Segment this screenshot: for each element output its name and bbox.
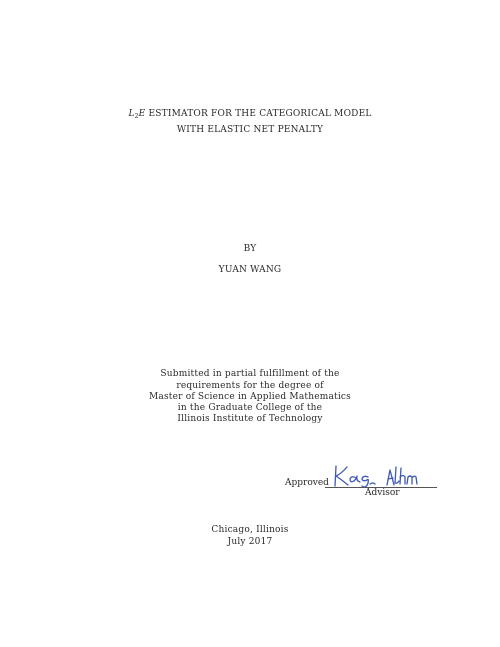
submission-line: requirements for the degree of	[176, 381, 324, 391]
by-label: BY	[243, 244, 257, 254]
title-math-l: L	[128, 109, 135, 119]
title-line-1-text: ESTIMATOR FOR THE CATEGORICAL MODEL	[145, 109, 372, 119]
approval-block	[285, 462, 445, 502]
submission-line: Illinois Institute of Technology	[177, 414, 323, 424]
approved-label: Approved	[285, 478, 329, 488]
date: July 2017	[227, 537, 273, 547]
title-line-1	[0, 109, 500, 120]
submission-line: Submitted in partial fulfillment of the	[160, 369, 340, 379]
author-name: YUAN WANG	[218, 265, 282, 275]
submission-line: in the Graduate College of the	[177, 403, 323, 413]
place: Chicago, Illinois	[211, 525, 289, 535]
title-line-2: WITH ELASTIC NET PENALTY	[176, 125, 324, 135]
advisor-label: Advisor	[365, 488, 400, 498]
advisor-signature	[332, 462, 418, 488]
title-math-subscript: 2	[134, 113, 139, 120]
submission-line: Master of Science in Applied Mathematics	[149, 392, 351, 402]
title-math-e: E	[138, 109, 146, 119]
